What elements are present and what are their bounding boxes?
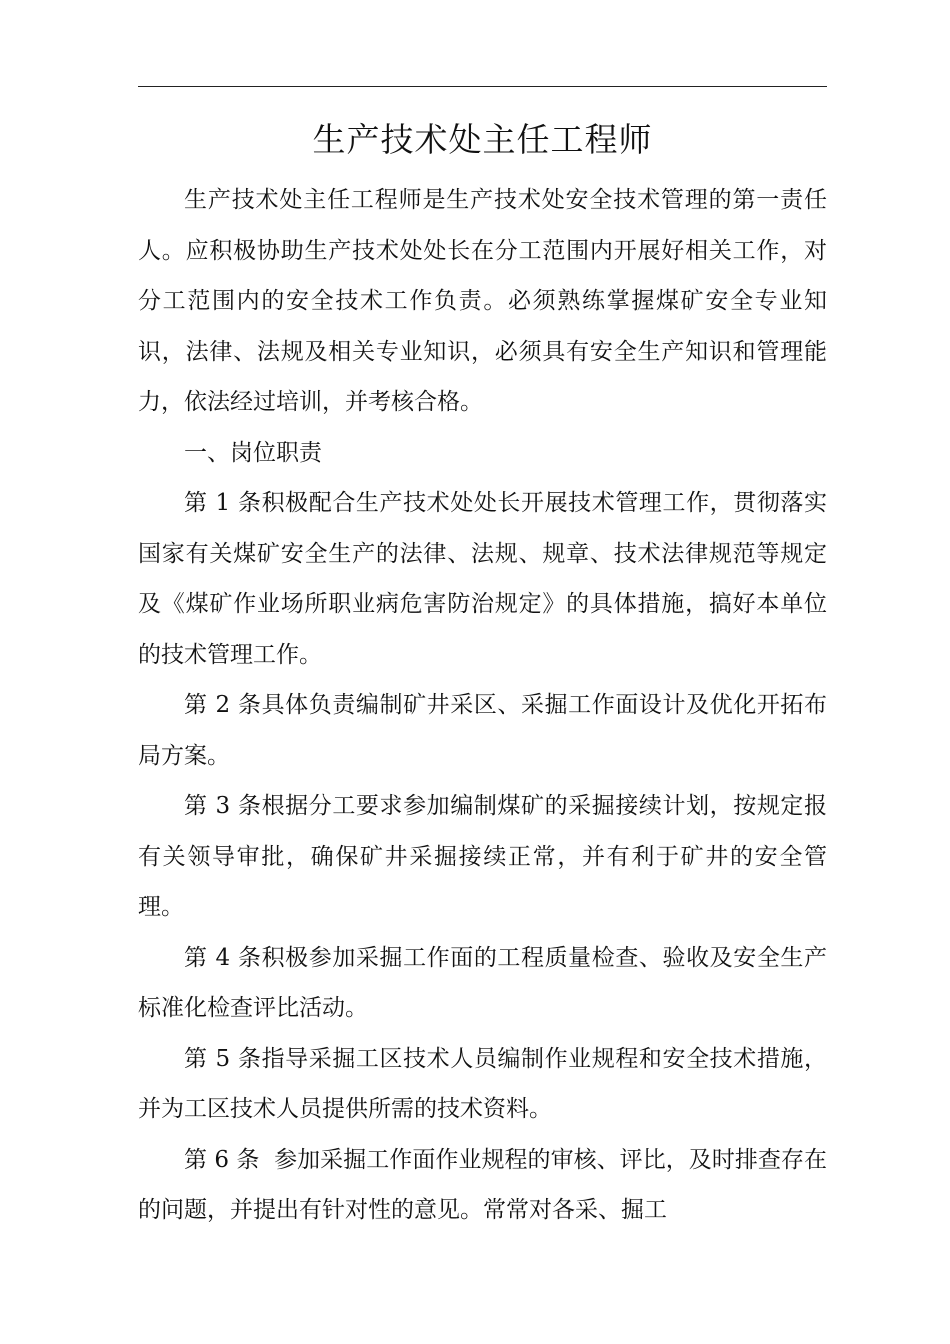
article-5-paragraph: 第 5 条指导采掘工区技术人员编制作业规程和安全技术措施，并为工区技术人员提供所需的技术资料。 bbox=[138, 1045, 827, 1122]
article-2-paragraph: 第 2 条具体负责编制矿井采区、采掘工作面设计及优化开拓布局方案。 bbox=[138, 692, 827, 769]
page-title: 生产技术处主任工程师 bbox=[312, 120, 653, 159]
article-6-paragraph: 第 6 条 参加采掘工作面作业规程的审核、评比，及时排查存在的问题，并提出有针对性的意见。常常对各采、掘工 bbox=[138, 1146, 827, 1223]
article-3-paragraph: 第 3 条根据分工要求参加编制煤矿的采掘接续计划，按规定报有关领导审批，确保矿井采掘接续正常，并有利于矿井的安全管理。 bbox=[138, 793, 827, 920]
article-4-paragraph: 第 4 条积极参加采掘工作面的工程质量检查、验收及安全生产标准化检查评比活动。 bbox=[138, 944, 827, 1021]
intro-paragraph: 生产技术处主任工程师是生产技术处安全技术管理的第一责任人。应积极协助生产技术处处长在分工范围内开展好相关工作，对分工范围内的安全技术工作负责。必须熟练掌握煤矿安全专业知识，法律、法规及相关专业知识，必须具有安全生产知识和管理能力，依法经过培训，并考核合格。 bbox=[138, 187, 827, 415]
section-heading: 一、岗位职责 bbox=[184, 439, 322, 466]
document-body bbox=[138, 175, 827, 1236]
article-1-paragraph: 第 1 条积极配合生产技术处处长开展技术管理工作，贯彻落实国家有关煤矿安全生产的法律、法规、规章、技术法律规范等规定及《煤矿作业场所职业病危害防治规定》的具体措施，搞好本单位的技术管理工作。 bbox=[138, 490, 827, 668]
header-rule bbox=[138, 86, 827, 87]
